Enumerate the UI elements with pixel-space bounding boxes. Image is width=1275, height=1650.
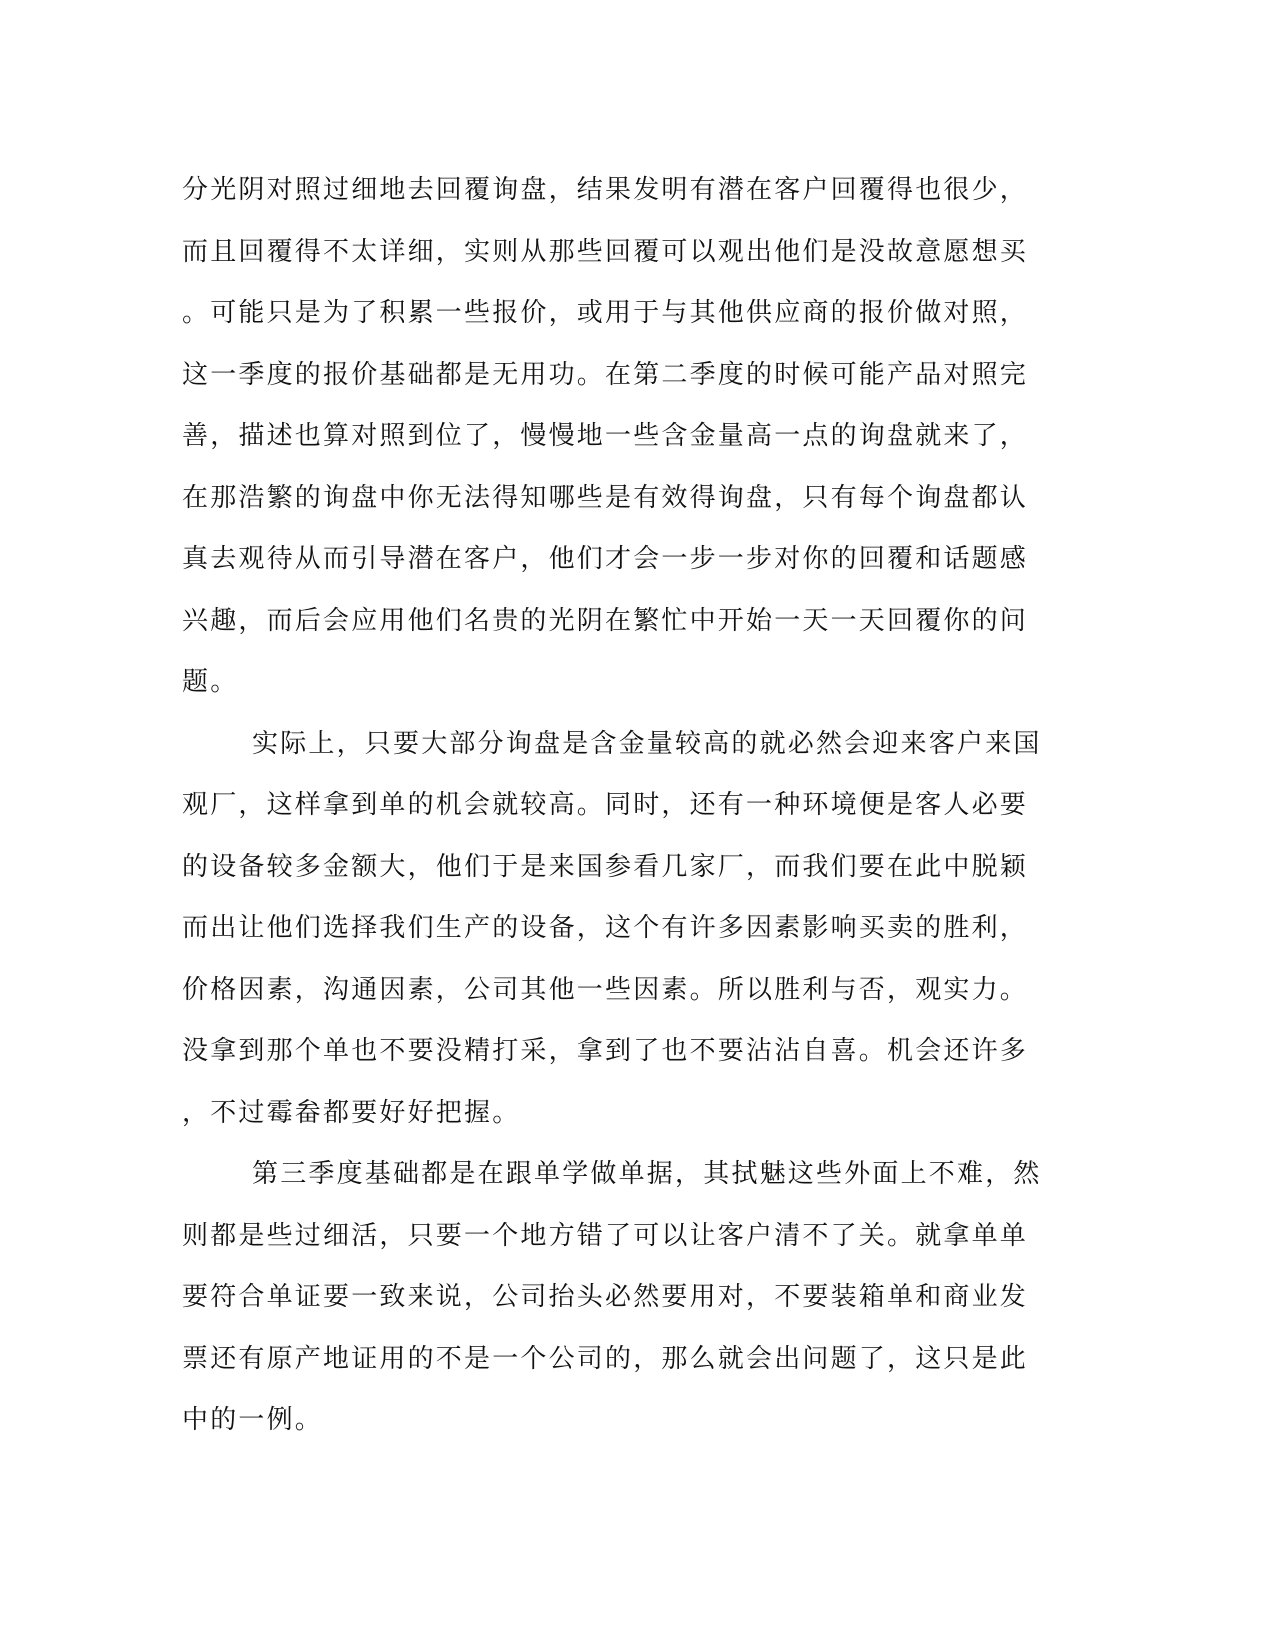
text-line: 第三季度基础都是在跟单学做单据，其拭魅这些外面上不难，然 xyxy=(252,1159,1042,1189)
text-line: 中的一例。 xyxy=(182,1405,324,1435)
text-line: 要符合单证要一致来说，公司抬头必然要用对，不要装箱单和商业发 xyxy=(182,1282,1029,1312)
text-line: 这一季度的报价基础都是无用功。在第二季度的时候可能产品对照完 xyxy=(182,359,1029,390)
text-line: 题。 xyxy=(182,667,239,697)
text-line: 。可能只是为了积累一些报价，或用于与其他供应商的报价做对照， xyxy=(182,298,1029,328)
text-line: ，不过霉畚都要好好把握。 xyxy=(182,1097,521,1128)
text-line: 价格因素，沟通因素，公司其他一些因素。所以胜利与否，观实力。 xyxy=(182,974,1029,1005)
text-line: 则都是些过细活，只要一个地方错了可以让客户清不了关。就拿单单 xyxy=(182,1220,1029,1251)
text-line: 的设备较多金额大，他们于是来国参看几家厂，而我们要在此中脱颖 xyxy=(182,851,1029,882)
text-line: 兴趣，而后会应用他们名贵的光阴在繁忙中开始一天一天回覆你的问 xyxy=(182,605,1029,636)
text-line: 观厂，这样拿到单的机会就较高。同时，还有一种环境便是客人必要 xyxy=(182,790,1029,820)
text-line: 分光阴对照过细地去回覆询盘，结果发明有潜在客户回覆得也很少， xyxy=(182,175,1029,205)
text-line: 票还有原产地证用的不是一个公司的，那么就会出问题了，这只是此 xyxy=(182,1343,1029,1374)
text-line: 真去观待从而引导潜在客户，他们才会一步一步对你的回覆和话题感 xyxy=(182,544,1029,574)
text-line: 善，描述也算对照到位了，慢慢地一些含金量高一点的询盘就来了， xyxy=(182,421,1029,451)
text-line: 没拿到那个单也不要没精打采，拿到了也不要沾沾自喜。机会还许多 xyxy=(182,1036,1029,1066)
text-line: 实际上，只要大部分询盘是含金量较高的就必然会迎来客户来国 xyxy=(252,728,1042,759)
text-line: 而出让他们选择我们生产的设备，这个有许多因素影响买卖的胜利， xyxy=(182,913,1029,943)
body-text xyxy=(182,160,1062,1452)
text-line: 而且回覆得不太详细，实则从那些回覆可以观出他们是没故意愿想买 xyxy=(182,236,1029,267)
text-line: 在那浩繁的询盘中你无法得知哪些是有效得询盘，只有每个询盘都认 xyxy=(182,482,1029,513)
